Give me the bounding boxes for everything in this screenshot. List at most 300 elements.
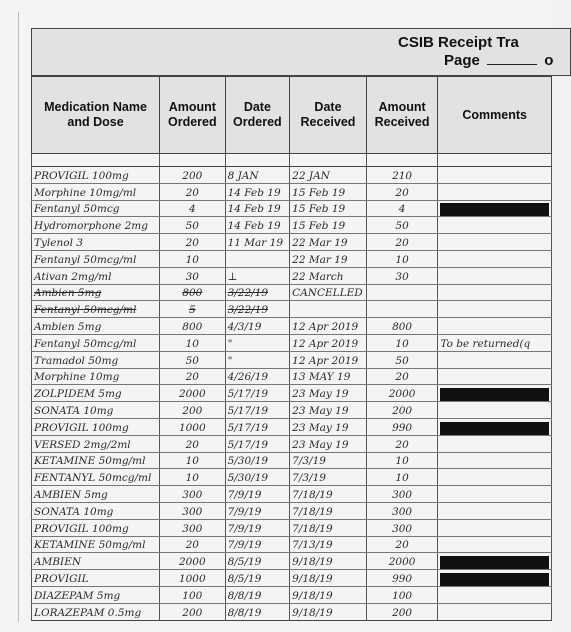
cell-date-received-text: 7/18/19 — [292, 488, 333, 501]
table-row — [32, 570, 552, 587]
cell-amount-received-text: 20 — [395, 186, 409, 199]
cell-amount-ordered-text: 200 — [182, 404, 203, 417]
cell-comment — [438, 469, 552, 486]
cell-date-received-text: 9/18/19 — [292, 572, 333, 585]
cell-comment — [438, 183, 552, 200]
cell-date-received — [290, 334, 367, 351]
cell-date-received — [290, 469, 367, 486]
cell-medication — [32, 570, 160, 587]
cell-medication-text: AMBIEN 5mg — [34, 488, 108, 501]
cell-comment — [438, 536, 552, 553]
cell-medication — [32, 486, 160, 503]
cell-amount-received — [366, 217, 438, 234]
cell-amount-received — [366, 167, 438, 184]
cell-date-received-text: 15 Feb 19 — [292, 186, 346, 199]
cell-medication — [32, 368, 160, 385]
cell-amount-ordered — [160, 586, 226, 603]
receipt-table — [31, 76, 552, 621]
cell-amount-received-text: 4 — [398, 203, 406, 216]
cell-date-ordered — [225, 267, 290, 284]
cell-date-ordered-text: 3/22/19 — [227, 287, 269, 300]
cell-amount-received-text: 210 — [392, 169, 413, 182]
cell-comment — [438, 368, 552, 385]
cell-comment — [438, 502, 552, 519]
cell-amount-ordered — [160, 250, 226, 267]
cell-amount-ordered — [160, 603, 226, 620]
cell-medication-text: DIAZEPAM 5mg — [34, 589, 121, 602]
cell-medication-text: PROVIGIL — [34, 572, 89, 585]
table-row — [32, 385, 552, 402]
table-row — [32, 183, 552, 200]
cell-date-ordered — [225, 469, 290, 486]
cell-date-ordered-text: 14 Feb 19 — [227, 203, 281, 216]
cell-date-ordered-text: 5/30/19 — [227, 455, 269, 468]
cell-amount-ordered-text: 30 — [185, 270, 199, 283]
cell-comment-text: To be returned(q — [440, 337, 531, 350]
cell-medication — [32, 586, 160, 603]
cell-date-ordered — [225, 570, 290, 587]
cell-amount-received — [366, 603, 438, 620]
page-number-blank — [487, 52, 537, 65]
cell-amount-received — [366, 536, 438, 553]
cell-date-ordered — [225, 385, 290, 402]
cell-date-ordered — [225, 586, 290, 603]
cell-medication — [32, 200, 160, 217]
cell-comment — [438, 385, 552, 402]
cell-amount-ordered-text: 50 — [185, 220, 199, 233]
cell-medication-text: Hydromorphone 2mg — [34, 220, 148, 233]
cell-amount-received — [366, 502, 438, 519]
cell-medication — [32, 334, 160, 351]
cell-medication — [32, 435, 160, 452]
cell-amount-ordered-text: 10 — [185, 472, 199, 485]
cell-medication — [32, 167, 160, 184]
cell-comment — [438, 402, 552, 419]
cell-date-received — [290, 217, 367, 234]
cell-date-ordered — [225, 200, 290, 217]
cell-medication-text: FENTANYL 50mcg/ml — [34, 472, 152, 485]
cell-medication — [32, 250, 160, 267]
cell-date-received-text: 7/18/19 — [292, 505, 333, 518]
cell-date-received-text: 7/13/19 — [292, 539, 333, 552]
cell-date-received-text: 22 March — [292, 270, 344, 283]
cell-date-ordered-text: 7/9/19 — [227, 522, 262, 535]
cell-medication-text: Tylenol 3 — [34, 236, 83, 249]
cell-comment — [438, 217, 552, 234]
cell-date-received-text: 9/18/19 — [292, 589, 333, 602]
cell-amount-ordered — [160, 200, 226, 217]
cell-amount-ordered — [160, 385, 226, 402]
cell-date-ordered — [225, 167, 290, 184]
cell-date-received-text: 22 Mar 19 — [292, 253, 348, 266]
cell-amount-ordered — [160, 234, 226, 251]
cell-medication-text: Fentanyl 50mcg — [34, 203, 120, 216]
cell-amount-received — [366, 301, 438, 318]
cell-medication — [32, 351, 160, 368]
table-row — [32, 536, 552, 553]
cell-amount-received — [366, 200, 438, 217]
cell-date-ordered — [225, 301, 290, 318]
cell-amount-received-text: 10 — [395, 455, 409, 468]
cell-medication-text: KETAMINE 50mg/ml — [34, 539, 146, 552]
cell-comment — [438, 452, 552, 469]
cell-medication-text: SONATA 10mg — [34, 404, 114, 417]
cell-date-received — [290, 553, 367, 570]
cell-comment — [438, 301, 552, 318]
cell-amount-received — [366, 469, 438, 486]
cell-comment — [438, 234, 552, 251]
cell-medication — [32, 402, 160, 419]
table-row — [32, 586, 552, 603]
cell-date-received-text: 13 MAY 19 — [292, 371, 351, 384]
cell-amount-received-text: 200 — [392, 404, 413, 417]
table-row — [32, 250, 552, 267]
cell-medication-text: Morphine 10mg — [34, 371, 120, 384]
cell-amount-received — [366, 183, 438, 200]
cell-amount-received-text: 30 — [395, 270, 409, 283]
cell-amount-ordered-text: 20 — [185, 438, 199, 451]
table-row — [32, 318, 552, 335]
document-title: CSIB Receipt Tra — [398, 34, 519, 51]
cell-medication-text: Ativan 2mg/ml — [34, 270, 112, 283]
cell-amount-ordered-text: 20 — [185, 539, 199, 552]
cell-comment — [438, 418, 552, 435]
cell-amount-ordered — [160, 368, 226, 385]
cell-date-ordered-text: ⊥ — [227, 270, 238, 283]
cell-amount-received — [366, 351, 438, 368]
cell-comment — [438, 603, 552, 620]
cell-amount-received — [366, 385, 438, 402]
cell-date-ordered — [225, 402, 290, 419]
cell-amount-received — [366, 486, 438, 503]
cell-comment — [438, 284, 552, 301]
cell-medication-text: Fentanyl 50mcg/ml — [34, 304, 137, 317]
cell-date-ordered — [225, 502, 290, 519]
cell-date-received-text: 23 May 19 — [292, 438, 349, 451]
receipt-rows — [32, 154, 552, 621]
cell-date-ordered — [225, 351, 290, 368]
cell-amount-received-text: 990 — [392, 572, 413, 585]
cell-amount-received-text: 10 — [395, 472, 409, 485]
cell-comment — [438, 250, 552, 267]
cell-date-received-text: 15 Feb 19 — [292, 203, 346, 216]
table-row — [32, 217, 552, 234]
cell-date-received — [290, 385, 367, 402]
cell-date-ordered-text: 8/5/19 — [227, 572, 262, 585]
cell-date-received — [290, 167, 367, 184]
table-row — [32, 603, 552, 620]
redaction-bar — [440, 388, 549, 401]
cell-medication-text: PROVIGIL 100mg — [34, 421, 129, 434]
cell-amount-ordered-text: 300 — [182, 522, 203, 535]
cell-date-ordered — [225, 334, 290, 351]
cell-date-received — [290, 502, 367, 519]
header-medication: Medication Name and Dose — [32, 77, 160, 154]
cell-date-ordered-text: 5/17/19 — [227, 421, 269, 434]
cell-date-received-text: 7/18/19 — [292, 522, 333, 535]
cell-amount-ordered-text: 300 — [182, 505, 203, 518]
cell-date-ordered-text: 14 Feb 19 — [227, 186, 281, 199]
cell-medication — [32, 553, 160, 570]
cell-amount-received — [366, 334, 438, 351]
cell-date-received-text: 9/18/19 — [292, 556, 333, 569]
cell-amount-received-text: 50 — [395, 354, 409, 367]
cell-amount-ordered-text: 20 — [185, 371, 199, 384]
cell-medication-text: PROVIGIL 100mg — [34, 522, 129, 535]
cell-amount-received — [366, 234, 438, 251]
cell-medication — [32, 183, 160, 200]
cell-amount-ordered — [160, 334, 226, 351]
cell-comment — [438, 334, 552, 351]
cell-medication — [32, 469, 160, 486]
cell-date-ordered — [225, 536, 290, 553]
cell-amount-ordered — [160, 301, 226, 318]
cell-date-ordered — [225, 183, 290, 200]
cell-date-received-text: 12 Apr 2019 — [292, 320, 359, 333]
cell-date-received-text: 22 JAN — [292, 169, 330, 182]
cell-amount-ordered — [160, 570, 226, 587]
paper-edge — [18, 12, 19, 622]
table-row — [32, 418, 552, 435]
cell-date-ordered-text: 3/22/19 — [227, 304, 269, 317]
cell-amount-ordered-text: 2000 — [178, 556, 206, 569]
cell-amount-received — [366, 368, 438, 385]
table-row — [32, 519, 552, 536]
cell-amount-received — [366, 402, 438, 419]
table-row — [32, 402, 552, 419]
cell-medication-text: VERSED 2mg/2ml — [34, 438, 131, 451]
cell-date-ordered-text: 7/9/19 — [227, 505, 262, 518]
cell-comment — [438, 200, 552, 217]
cell-date-received — [290, 351, 367, 368]
cell-date-received-text: 7/3/19 — [292, 472, 326, 485]
cell-date-ordered — [225, 452, 290, 469]
cell-date-ordered-text: 4/3/19 — [227, 320, 262, 333]
cell-date-ordered-text: 8 JAN — [227, 169, 259, 182]
cell-date-received-text: 23 May 19 — [292, 421, 349, 434]
cell-comment — [438, 435, 552, 452]
cell-amount-received — [366, 418, 438, 435]
cell-date-received — [290, 586, 367, 603]
cell-amount-ordered-text: 50 — [185, 354, 199, 367]
cell-date-received — [290, 234, 367, 251]
cell-medication — [32, 418, 160, 435]
cell-date-received — [290, 301, 367, 318]
cell-amount-received — [366, 435, 438, 452]
cell-comment — [438, 519, 552, 536]
cell-amount-received-text: 2000 — [388, 556, 416, 569]
cell-medication — [32, 385, 160, 402]
cell-date-ordered — [225, 435, 290, 452]
cell-date-received-text: 22 Mar 19 — [292, 236, 348, 249]
cell-amount-received-text: 10 — [395, 337, 409, 350]
header-date-ordered: Date Ordered — [225, 77, 290, 154]
cell-date-received — [290, 452, 367, 469]
cell-date-received — [290, 250, 367, 267]
cell-amount-received — [366, 318, 438, 335]
table-row — [32, 284, 552, 301]
cell-amount-received — [366, 553, 438, 570]
cell-amount-ordered — [160, 318, 226, 335]
cell-comment — [438, 486, 552, 503]
cell-date-received — [290, 200, 367, 217]
cell-medication-text: Ambien 5mg — [34, 287, 102, 300]
cell-date-ordered — [225, 603, 290, 620]
cell-date-received — [290, 183, 367, 200]
cell-medication-text: LORAZEPAM 0.5mg — [34, 606, 142, 619]
cell-amount-received-text: 20 — [395, 539, 409, 552]
cell-medication-text: ZOLPIDEM 5mg — [34, 388, 122, 401]
cell-date-received — [290, 402, 367, 419]
cell-date-ordered — [225, 553, 290, 570]
header-amount-ordered: Amount Ordered — [160, 77, 226, 154]
cell-comment — [438, 553, 552, 570]
cell-amount-ordered — [160, 486, 226, 503]
redaction-bar — [440, 422, 549, 435]
cell-date-ordered — [225, 250, 290, 267]
cell-medication-text: SONATA 10mg — [34, 505, 114, 518]
cell-amount-received — [366, 586, 438, 603]
table-row — [32, 267, 552, 284]
cell-date-ordered-text: 7/9/19 — [227, 539, 262, 552]
cell-amount-ordered-text: 20 — [185, 236, 199, 249]
cell-date-ordered-text: 14 Feb 19 — [227, 220, 281, 233]
table-row — [32, 469, 552, 486]
cell-date-ordered-text: 8/8/19 — [227, 589, 262, 602]
cell-comment — [438, 318, 552, 335]
cell-amount-received — [366, 284, 438, 301]
cell-amount-ordered-text: 300 — [182, 488, 203, 501]
cell-amount-received-text: 200 — [392, 606, 413, 619]
cell-date-ordered-text: 5/30/19 — [227, 472, 269, 485]
cell-amount-ordered-text: 10 — [185, 337, 199, 350]
cell-amount-ordered-text: 200 — [182, 169, 203, 182]
cell-amount-ordered — [160, 402, 226, 419]
cell-amount-ordered-text: 2000 — [178, 388, 206, 401]
cell-amount-received-text: 800 — [392, 320, 413, 333]
cell-date-ordered-text: 5/17/19 — [227, 388, 269, 401]
cell-date-received — [290, 603, 367, 620]
redaction-bar — [440, 556, 549, 569]
cell-amount-ordered — [160, 418, 226, 435]
cell-date-received — [290, 368, 367, 385]
cell-amount-ordered-text: 20 — [185, 186, 199, 199]
spacer-row — [32, 154, 552, 167]
cell-date-received — [290, 570, 367, 587]
table-row — [32, 486, 552, 503]
header-comments: Comments — [438, 77, 552, 154]
cell-amount-ordered-text: 800 — [182, 320, 203, 333]
cell-amount-received-text: 300 — [392, 505, 413, 518]
header-date-received: Date Received — [290, 77, 367, 154]
cell-amount-received-text: 990 — [392, 421, 413, 434]
page-field — [444, 52, 553, 69]
cell-medication — [32, 217, 160, 234]
page-suffix: o — [544, 52, 554, 69]
cell-comment — [438, 586, 552, 603]
cell-medication — [32, 284, 160, 301]
cell-medication — [32, 502, 160, 519]
cell-date-received — [290, 519, 367, 536]
cell-date-ordered-text: 4/26/19 — [227, 371, 269, 384]
table-row — [32, 167, 552, 184]
cell-date-received-text: 9/18/19 — [292, 606, 333, 619]
cell-amount-ordered — [160, 351, 226, 368]
cell-amount-ordered-text: 5 — [188, 304, 196, 317]
table-row — [32, 234, 552, 251]
cell-medication-text: Ambien 5mg — [34, 320, 102, 333]
cell-comment — [438, 351, 552, 368]
table-row — [32, 301, 552, 318]
cell-amount-received-text: 300 — [392, 488, 413, 501]
cell-medication-text: Morphine 10mg/ml — [34, 186, 137, 199]
cell-comment — [438, 570, 552, 587]
table-row — [32, 368, 552, 385]
cell-comment — [438, 267, 552, 284]
cell-date-received — [290, 284, 367, 301]
cell-date-ordered — [225, 418, 290, 435]
cell-amount-received-text: 300 — [392, 522, 413, 535]
header-row — [32, 77, 552, 154]
cell-date-received-text: CANCELLED — [292, 287, 363, 300]
cell-amount-received — [366, 570, 438, 587]
cell-amount-ordered — [160, 167, 226, 184]
cell-amount-ordered — [160, 217, 226, 234]
cell-date-ordered-text: " — [227, 337, 233, 350]
cell-amount-ordered — [160, 267, 226, 284]
table-row — [32, 200, 552, 217]
redaction-bar — [440, 573, 549, 586]
cell-medication-text: KETAMINE 50mg/ml — [34, 455, 146, 468]
cell-amount-ordered — [160, 502, 226, 519]
cell-date-ordered-text: 7/9/19 — [227, 488, 262, 501]
cell-date-received-text: 12 Apr 2019 — [292, 354, 359, 367]
cell-date-received-text: 23 May 19 — [292, 388, 349, 401]
cell-date-received-text: 7/3/19 — [292, 455, 326, 468]
cell-medication-text: Fentanyl 50mcg/ml — [34, 337, 137, 350]
cell-date-received-text: 23 May 19 — [292, 404, 349, 417]
cell-date-ordered — [225, 284, 290, 301]
cell-date-received-text: 15 Feb 19 — [292, 220, 346, 233]
cell-amount-ordered-text: 200 — [182, 606, 203, 619]
cell-date-ordered — [225, 368, 290, 385]
cell-amount-ordered — [160, 469, 226, 486]
cell-amount-ordered — [160, 452, 226, 469]
cell-amount-received-text: 2000 — [388, 388, 416, 401]
cell-date-ordered-text: 11 Mar 19 — [227, 236, 284, 249]
cell-date-ordered — [225, 234, 290, 251]
cell-date-received-text: 12 Apr 2019 — [292, 337, 359, 350]
cell-amount-ordered — [160, 553, 226, 570]
table-row — [32, 502, 552, 519]
cell-amount-ordered — [160, 536, 226, 553]
cell-amount-received — [366, 519, 438, 536]
cell-medication — [32, 519, 160, 536]
cell-amount-ordered — [160, 183, 226, 200]
cell-comment — [438, 167, 552, 184]
cell-medication — [32, 452, 160, 469]
page-label: Page — [444, 52, 480, 69]
cell-amount-ordered-text: 10 — [185, 253, 199, 266]
table-row — [32, 334, 552, 351]
cell-date-ordered-text: " — [227, 354, 233, 367]
table-row — [32, 553, 552, 570]
cell-medication-text: Tramadol 50mg — [34, 354, 119, 367]
cell-date-received — [290, 486, 367, 503]
cell-amount-received-text: 20 — [395, 438, 409, 451]
cell-amount-received-text: 20 — [395, 371, 409, 384]
cell-medication — [32, 267, 160, 284]
